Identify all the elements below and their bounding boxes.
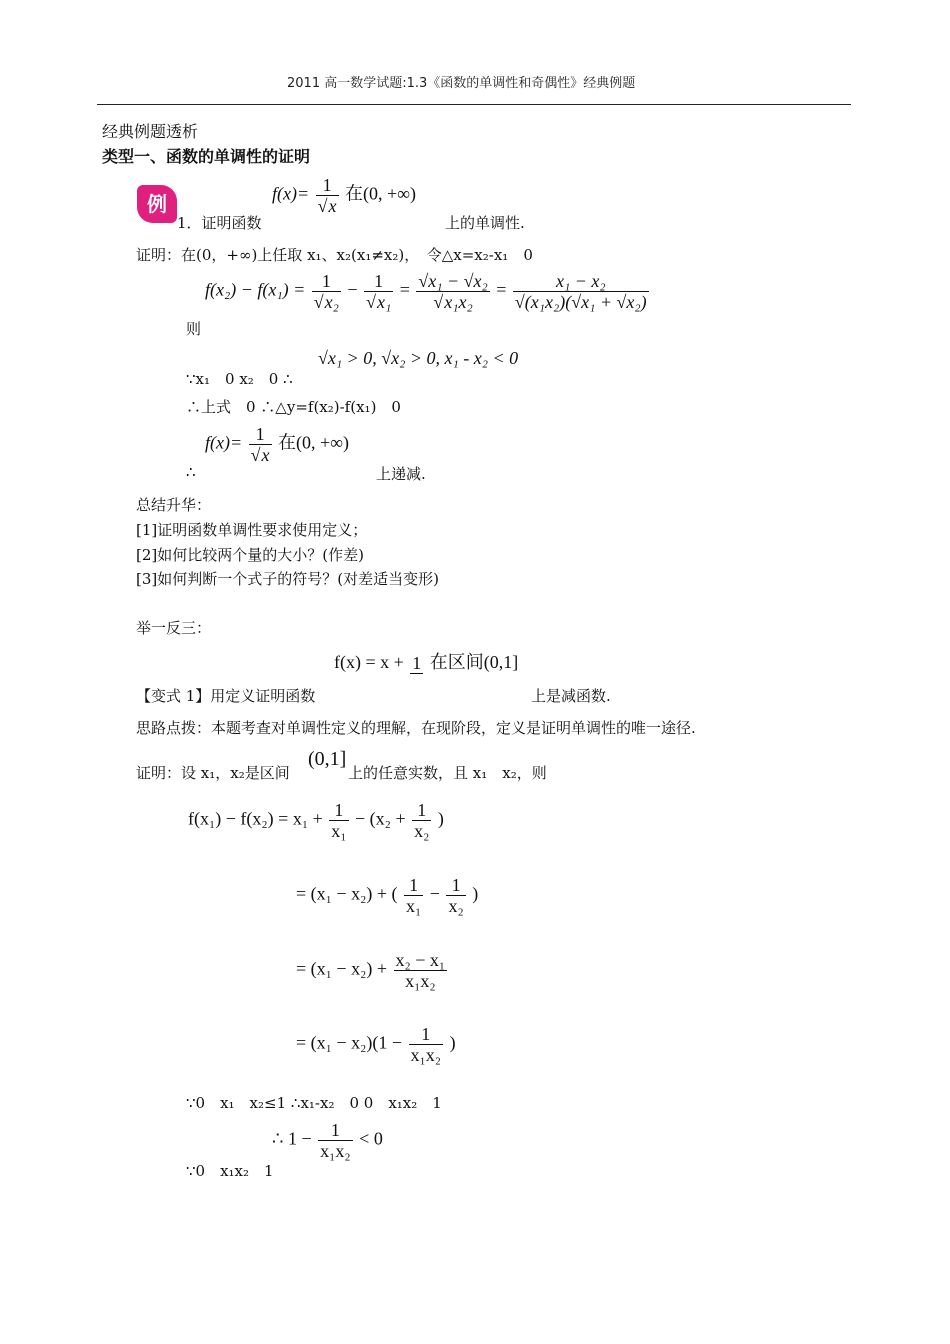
summary-item-2: [2]如何比较两个量的大小？(作差)	[136, 546, 364, 564]
ineq-frac: $\frac{1}{\text{x₁x₂}}$	[320, 1120, 351, 1161]
step2-frac-a: $\frac{1}{\text{x₁}}$	[406, 875, 422, 916]
step4-equation: = (x₁ − x₂)(1 − $\frac{1}{\text{x₁x₂}}$ )	[296, 1024, 456, 1065]
practice-proof-interval: (0,1]	[308, 748, 347, 770]
practice-since1: ∵0 x₁ x₂≤1 ∴x₁-x₂ 0 0 x₁x₂ 1	[186, 1094, 442, 1112]
step4-frac: $\frac{1}{\text{x₁x₂}}$	[410, 1024, 442, 1065]
func-label: f(x)=	[272, 183, 310, 204]
diff-frac-2: $\frac{1}{\text{√x₁}}$	[366, 271, 392, 312]
variant-label: 【变式 1】用定义证明函数	[136, 687, 316, 705]
practice-hint: 思路点拨：本题考查对单调性定义的理解，在现阶段，定义是证明单调性的唯一途径.	[136, 719, 696, 737]
func-denominator: √x	[317, 196, 337, 216]
diff-frac-1: $\frac{1}{\text{√x₂}}$	[313, 271, 339, 312]
example-badge-icon: 例	[137, 185, 177, 223]
diff-frac-4: $\frac{\text{x₁ − x₂}}{\text{√(x₁x₂)(√x₁ + √x₂)}}$	[514, 271, 647, 312]
proof1-therefore: ∴上式 0 ∴△y=f(x₂)-f(x₁) 0	[186, 398, 401, 416]
proof1-conclusion-tail: 上递减.	[376, 465, 426, 483]
diff-frac-3: $\frac{\text{√x₁ − √x₂}}{\text{√x₁x₂}}$	[418, 271, 488, 312]
variant-tail: 上是减函数.	[531, 687, 611, 705]
page-header-title: 2011 高一数学试题:1.3《函数的单调性和奇偶性》经典例题	[287, 76, 636, 91]
func-fraction	[316, 175, 339, 216]
example1-suffix: 上的单调性.	[445, 214, 525, 232]
practice-proof-tail: 上的任意实数，且 x₁ x₂，则	[348, 764, 547, 782]
practice-title: 举一反三：	[136, 619, 212, 637]
summary-title: 总结升华：	[136, 496, 212, 514]
proof1-since-lead: ∵x₁ 0 x₂ 0 ∴	[186, 370, 293, 388]
proof1-conclusion-lead: ∴	[186, 463, 196, 481]
step2-frac-b: $\frac{1}{\text{x₂}}$	[448, 875, 464, 916]
func-numerator: 1	[316, 175, 339, 196]
step3-equation: = (x₁ − x₂) + $\frac{\text{x₂ − x₁}}{\text{x₁x₂}}$	[296, 950, 446, 991]
variant-function: f(x) = x + 1 在区间(0,1]	[334, 652, 519, 674]
example1-prefix: 1．证明函数	[177, 214, 262, 232]
header-divider	[97, 104, 851, 105]
diff-lhs: f(x₂) − f(x₁) =	[205, 279, 306, 300]
step1-frac-a: $\frac{1}{\text{x₁}}$	[331, 800, 347, 841]
step1-equation: f(x₁) − f(x₂) = x₁ + $\frac{1}{\text{x₁}}$ − (x₂ + $\frac{1}{\text{x₂}}$ )	[188, 800, 444, 841]
concl-fraction: $\frac{1}{√x}$	[250, 424, 270, 465]
proof1-since-math: √x₁ > 0, √x₂ > 0, x₁ - x₂ < 0	[318, 348, 519, 368]
proof1-line1: 证明：在(0，+∞)上任取 x₁、x₂(x₁≠x₂)， 令△x=x₂-x₁ 0	[136, 246, 533, 264]
summary-item-3: [3]如何判断一个式子的符号？(对差适当变形)	[136, 570, 439, 588]
step1-frac-b: $\frac{1}{\text{x₂}}$	[414, 800, 430, 841]
practice-since2: ∵0 x₁x₂ 1	[186, 1162, 274, 1180]
proof1-then: 则	[186, 320, 202, 338]
summary-item-1: [1]证明函数单调性要求使用定义；	[136, 521, 368, 539]
step3-frac: $\frac{\text{x₂ − x₁}}{\text{x₁x₂}}$	[395, 950, 446, 991]
example1-function	[272, 175, 416, 216]
practice-inequality: ∴ 1 − $\frac{1}{\text{x₁x₂}}$ < 0	[272, 1120, 383, 1161]
proof1-difference-equation: f(x₂) − f(x₁) = $\frac{1}{\text{√x₂}}$ − $\frac{1}{\text{√x₁}}$ = $\frac{\text{√x₁ − √x₂}}{\text{√x₁x₂}}$ = $\frac{\text{x₁ − x₂}}{\text{√(x₁x₂)(√x₁ + √x₂)}}$	[205, 271, 647, 312]
proof1-conclusion-function: f(x)= $\frac{1}{√x}$ 在(0, +∞)	[205, 424, 349, 465]
type1-title: 类型一、函数的单调性的证明	[102, 147, 311, 166]
practice-proof-lead: 证明：设 x₁，x₂是区间	[136, 764, 290, 782]
section-heading: 经典例题透析	[102, 122, 199, 141]
step2-equation: = (x₁ − x₂) + ( $\frac{1}{\text{x₁}}$ − $\frac{1}{\text{x₂}}$ )	[296, 875, 479, 916]
func-interval: 在(0, +∞)	[345, 183, 416, 204]
variant-fraction: 1	[412, 653, 422, 674]
